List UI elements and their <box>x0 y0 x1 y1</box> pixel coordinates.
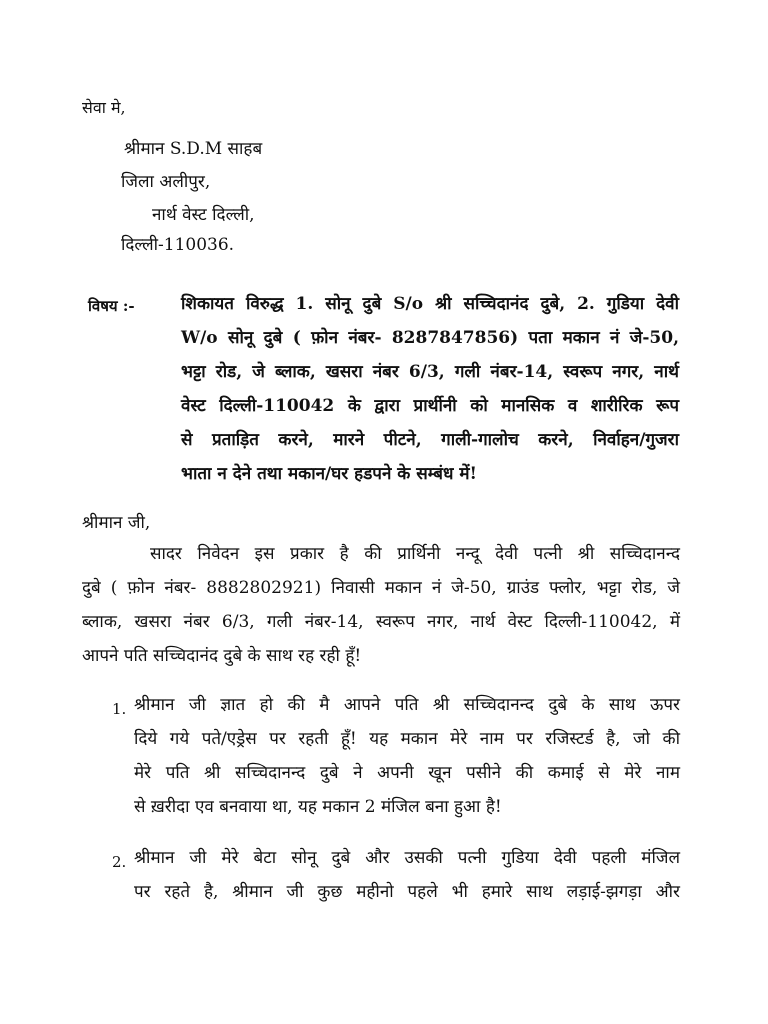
intro-line: दुबे ( फ़ोन नंबर- 8882802921) निवासी मकान नं जे-50, ग्राउंड फ्लोर, भट्टा रोड, जे <box>82 578 680 598</box>
subject-line: से प्रताड़ित करने, मारने पीटने, गाली-गालोच करने, निर्वाहन/गुजरा <box>181 430 679 450</box>
greeting: श्रीमान जी, <box>82 513 151 533</box>
intro-line: आपने पति सच्चिदानंद दुबे के साथ रह रही हूँ! <box>82 646 362 666</box>
subject-label: विषय :- <box>88 297 135 315</box>
subject-line: भट्टा रोड, जे ब्लाक, खसरा नंबर 6/3, गली नंबर-14, स्वरूप नगर, नार्थ <box>181 362 679 382</box>
address-line-recipient: श्रीमान S.D.M साहब <box>124 139 263 159</box>
point-line: मेरे पति श्री सच्चिदानन्द दुबे ने अपनी खून पसीने की कमाई से मेरे नाम <box>134 763 680 783</box>
address-line-city-pin: दिल्ली-110036. <box>121 235 235 255</box>
subject-line: वेस्ट दिल्ली-110042 के द्वारा प्रार्थीनी को मानसिक व शारीरिक रूप <box>181 396 679 416</box>
subject-line: W/o सोनू दुबे ( फ़ोन नंबर- 8287847856) पता मकान नं जे-50, <box>181 328 679 348</box>
intro-paragraph <box>82 537 680 571</box>
address-line-district: जिला अलीपुर, <box>121 172 211 192</box>
point-line: से ख़रीदा एव बनवाया था, यह मकान 2 मंजिल बना हुआ है! <box>134 797 502 817</box>
point-number: 2. <box>112 853 127 871</box>
address-line-region: नार्थ वेस्ट दिल्ली, <box>152 205 255 225</box>
point-number: 1. <box>112 700 127 718</box>
point-line: श्रीमान जी मेरे बेटा सोनू दुबे और उसकी पत्नी गुडिया देवी पहली मंजिल <box>134 848 680 868</box>
point-paragraph <box>134 688 680 824</box>
point-line: श्रीमान जी ज्ञात हो की मै आपने पति श्री सच्चिदानन्द दुबे के साथ ऊपर <box>134 695 680 715</box>
subject-line: शिकायत विरुद्ध 1. सोनू दुबे S/o श्री सच्चिदानंद दुबे, 2. गुडिया देवी <box>181 294 679 314</box>
subject-text <box>181 287 679 491</box>
salutation-to: सेवा मे, <box>82 98 126 117</box>
point-line: पर रहते है, श्रीमान जी कुछ महीनो पहले भी हमारे साथ लड़ाई-झगड़ा और <box>134 882 680 902</box>
subject-line: भाता न देने तथा मकान/घर हडपने के सम्बंध में! <box>181 464 477 484</box>
intro-line: ब्लाक, खसरा नंबर 6/3, गली नंबर-14, स्वरूप नगर, नार्थ वेस्ट दिल्ली-110042, में <box>82 612 680 632</box>
point-paragraph <box>134 841 680 909</box>
intro-paragraph-cont <box>82 571 680 673</box>
point-line: दिये गये पते/एड्रेस पर रहती हूँ! यह मकान मेरे नाम पर रजिस्टर्ड है, जो की <box>134 729 680 749</box>
intro-line: सादर निवेदन इस प्रकार है की प्रार्थिनी नन्दू देवी पत्नी श्री सच्चिदानन्द <box>150 544 680 564</box>
